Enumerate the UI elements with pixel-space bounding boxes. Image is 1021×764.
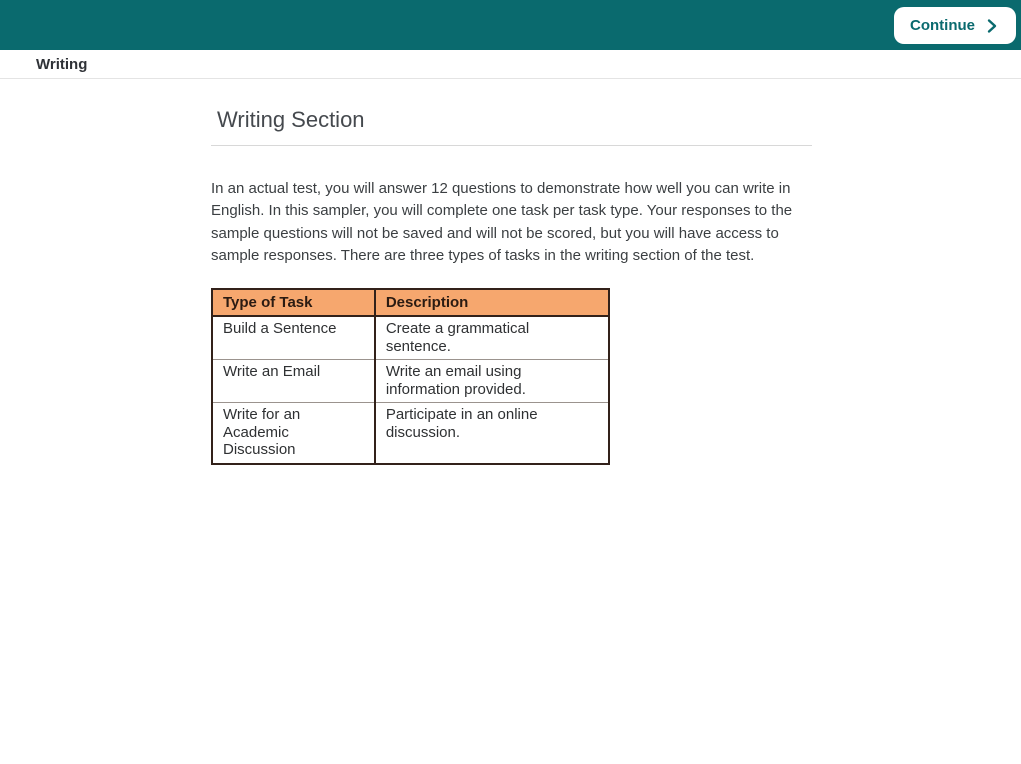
task-type-cell: Write an Email — [212, 360, 375, 403]
continue-button[interactable] — [894, 7, 1016, 44]
task-description-cell: Write an email using information provided. — [375, 360, 609, 403]
column-header-type-of-task: Type of Task — [212, 289, 375, 317]
task-type-cell: Write for an Academic Discussion — [212, 403, 375, 464]
top-bar — [0, 0, 1021, 50]
table-row — [212, 360, 609, 403]
table-header-row — [212, 289, 609, 317]
page-title: Writing Section — [211, 107, 812, 146]
section-label: Writing — [36, 55, 88, 73]
intro-paragraph: In an actual test, you will answer 12 questions to demonstrate how well you can write in English. In this sampler, you will complete one task per task type. Your responses to the sample questions will not be saved and will not be scored, but you will have access to sample responses. There are three types of tasks in the writing section of the test. — [211, 180, 793, 265]
task-types-table — [211, 288, 610, 465]
continue-button-label: Continue — [910, 17, 975, 34]
main-content — [211, 79, 812, 465]
section-nav-bar — [0, 50, 1021, 79]
table-row — [212, 316, 609, 360]
task-description-cell: Create a grammatical sentence. — [375, 316, 609, 360]
task-type-cell: Build a Sentence — [212, 316, 375, 360]
column-header-description: Description — [375, 289, 609, 317]
table-row — [212, 403, 609, 464]
chevron-right-icon — [984, 18, 1000, 34]
task-description-cell: Participate in an online discussion. — [375, 403, 609, 464]
